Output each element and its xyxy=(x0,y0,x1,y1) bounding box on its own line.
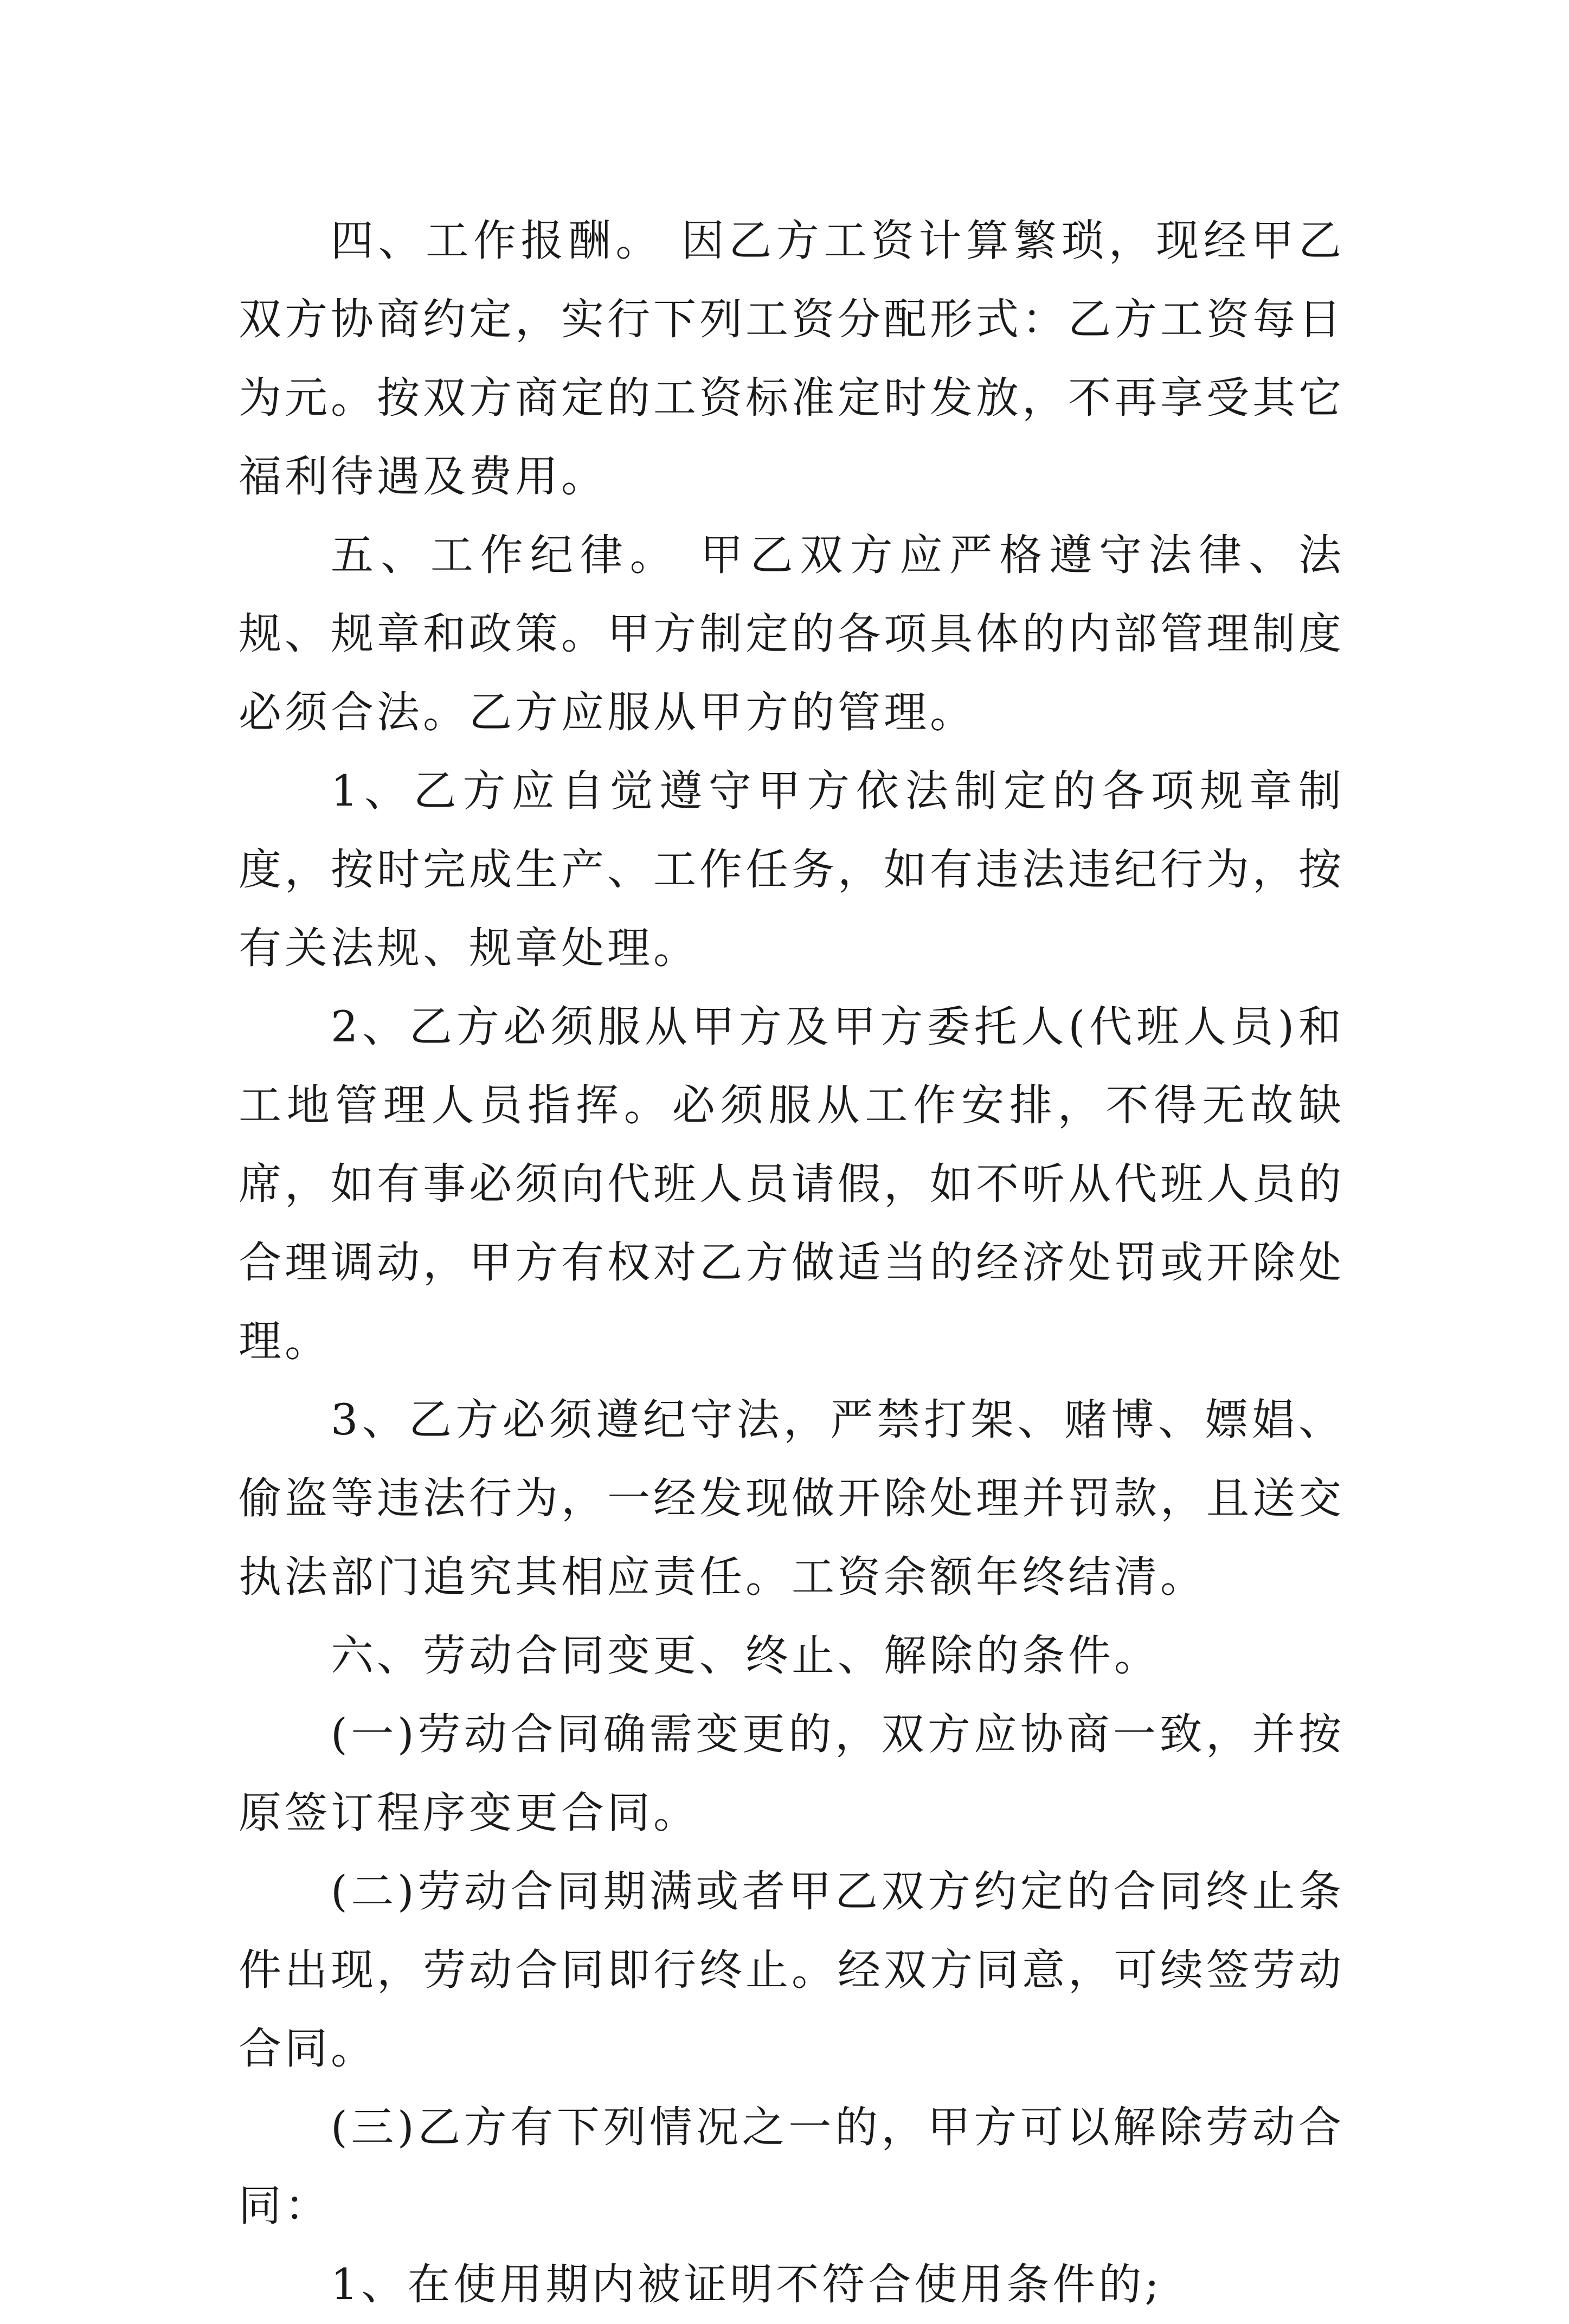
paragraph-work-remuneration: 四、工作报酬。 因乙方工资计算繁琐，现经甲乙双方协商约定，实行下列工资分配形式：乙方工资每日为元。按双方商定的工资标准定时发放，不再享受其它福利待遇及费用。 xyxy=(239,216,1345,501)
paragraph-work-discipline: 五、工作纪律。 甲乙双方应严格遵守法律、法规、规章和政策。甲方制定的各项具体的内部管理制度必须合法。乙方应服从甲方的管理。 xyxy=(239,530,1345,737)
paragraph-discipline-item-3: 3、乙方必须遵纪守法，严禁打架、赌博、嫖娼、偷盗等违法行为，一经发现做开除处理并罚款，且送交执法部门追究其相应责任。工资余额年终结清。 xyxy=(239,1395,1345,1602)
paragraph-contract-termination: (二)劳动合同期满或者甲乙双方约定的合同终止条件出现，劳动合同即行终止。经双方同意，可续签劳动合同。 xyxy=(239,1866,1345,2074)
paragraph-discipline-item-1: 1、乙方应自觉遵守甲方依法制定的各项规章制度，按时完成生产、工作任务，如有违法违纪行为，按有关法规、规章处理。 xyxy=(239,766,1345,973)
paragraph-contract-dissolution: (三)乙方有下列情况之一的，甲方可以解除劳动合同： xyxy=(239,2102,1345,2231)
paragraph-dissolution-item-1: 1、在使用期内被证明不符合使用条件的; xyxy=(331,2259,1162,2309)
paragraph-contract-conditions: 六、劳动合同变更、终止、解除的条件。 xyxy=(331,1631,1160,1681)
document-body xyxy=(239,202,1345,2324)
paragraph-discipline-item-2: 2、乙方必须服从甲方及甲方委托人(代班人员)和工地管理人员指挥。必须服从工作安排，不得无故缺席，如有事必须向代班人员请假，如不听从代班人员的合理调动，甲方有权对乙方做适当的经济处罚或开除处理。 xyxy=(239,1002,1345,1366)
paragraph-contract-change: (一)劳动合同确需变更的，双方应协商一致，并按原签订程序变更合同。 xyxy=(239,1709,1345,1838)
